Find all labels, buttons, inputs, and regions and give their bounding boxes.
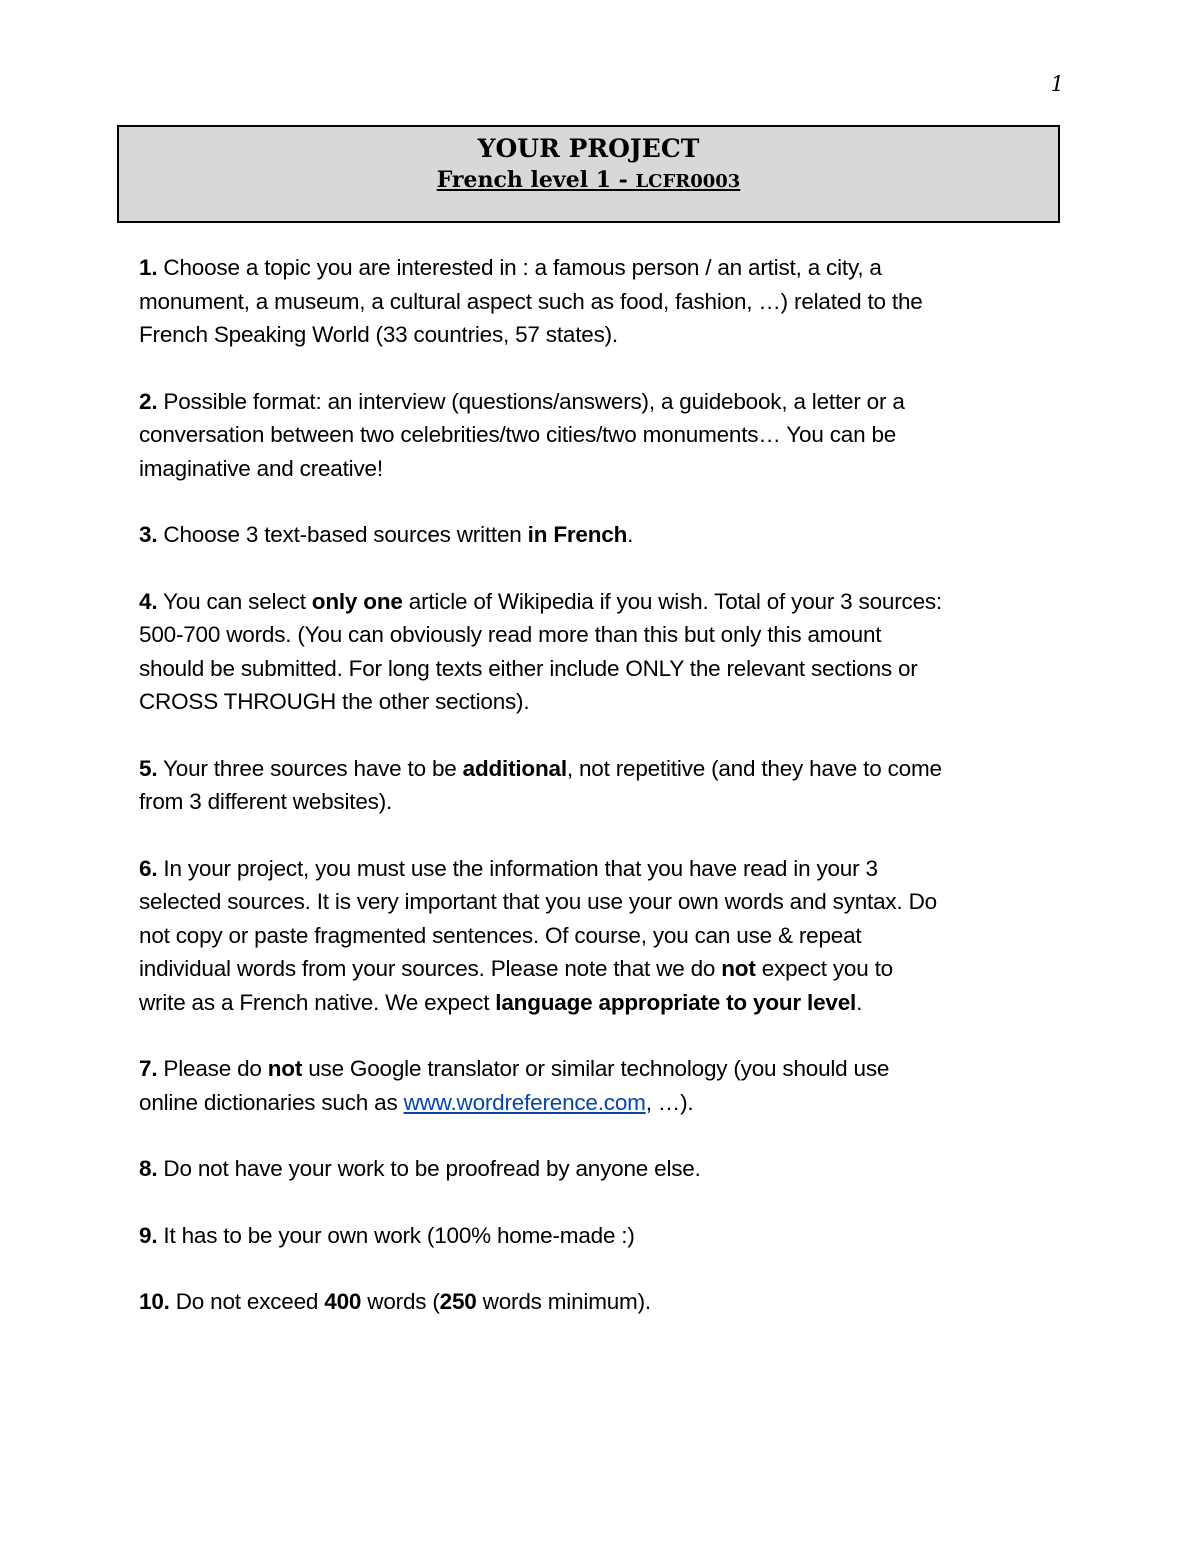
item-text: .: [627, 522, 634, 547]
wordreference-link[interactable]: www.wordreference.com: [403, 1089, 646, 1115]
item-number: 8.: [139, 1156, 158, 1181]
course-subtitle: [119, 165, 1058, 197]
instruction-item-7: [139, 1052, 1069, 1119]
item-text: not copy or paste fragmented sentences. Of course, you can use & repeat: [139, 922, 862, 948]
item-text: Do not exceed: [169, 1289, 325, 1314]
item-emphasis: 400: [324, 1289, 362, 1314]
item-text: use Google translator or similar technology (you should use: [302, 1056, 890, 1081]
item-text: Choose a topic you are interested in : a famous person / an artist, a city, a: [157, 255, 882, 280]
item-emphasis: not: [267, 1056, 303, 1081]
item-text: 500-700 words. (You can obviously read more than this but only this amount: [139, 622, 882, 647]
course-code: LCFR0003: [635, 171, 741, 192]
item-number: 2.: [139, 388, 158, 414]
item-emphasis: 250: [439, 1289, 477, 1314]
item-number: 4.: [139, 588, 158, 614]
item-text: from 3 different websites).: [139, 789, 393, 814]
item-text: , …).: [645, 1089, 694, 1115]
instruction-item-4: [139, 585, 1069, 719]
item-text: French Speaking World (33 countries, 57 states).: [139, 322, 618, 347]
instruction-list: [139, 251, 1069, 1352]
item-text: , not repetitive (and they have to come: [566, 755, 942, 781]
item-text: should be submitted. For long texts either include ONLY the relevant sections or: [139, 655, 918, 681]
item-text: .: [856, 989, 863, 1015]
page-title: YOUR PROJECT: [477, 134, 700, 163]
item-text: Possible format: an interview (questions/answers), a guidebook, a letter or a: [157, 388, 905, 414]
item-text: selected sources. It is very important that you use your own words and syntax. Do: [139, 889, 937, 914]
item-text: In your project, you must use the information that you have read in your 3: [157, 855, 878, 881]
item-text: Please do: [157, 1056, 268, 1081]
item-text: Do not have your work to be proofread by anyone else.: [157, 1156, 701, 1181]
item-emphasis: not: [721, 956, 756, 981]
item-text: Your three sources have to be: [157, 755, 463, 781]
instruction-item-2: [139, 385, 1069, 486]
page-number: 1: [1050, 72, 1064, 96]
instruction-item-10: [139, 1285, 1069, 1319]
item-number: 7.: [139, 1056, 158, 1081]
item-text: You can select: [157, 588, 312, 614]
item-text: individual words from your sources. Please note that we do: [139, 956, 722, 981]
item-text: online dictionaries such as: [139, 1089, 404, 1115]
item-text: words minimum).: [476, 1289, 651, 1314]
item-number: 3.: [139, 522, 158, 547]
item-number: 6.: [139, 855, 158, 881]
item-text: imaginative and creative!: [139, 455, 383, 481]
item-number: 5.: [139, 755, 158, 781]
item-emphasis: language appropriate to your level: [495, 989, 857, 1015]
instruction-item-6: [139, 852, 1069, 1020]
title-box: [117, 125, 1060, 223]
item-text: monument, a museum, a cultural aspect such as food, fashion, …) related to the: [139, 288, 923, 314]
instruction-item-9: [139, 1219, 1069, 1253]
item-text: conversation between two celebrities/two cities/two monuments… You can be: [139, 422, 897, 447]
item-emphasis: only one: [311, 588, 403, 614]
item-text: It has to be your own work (100% home-made :): [157, 1222, 635, 1248]
item-number: 10.: [139, 1289, 170, 1314]
course-name: French level 1 -: [436, 167, 636, 193]
item-text: article of Wikipedia if you wish. Total of your 3 sources:: [402, 588, 942, 614]
instruction-item-3: [139, 518, 1069, 552]
item-emphasis: in French: [527, 522, 628, 547]
instruction-item-5: [139, 752, 1069, 819]
instruction-item-8: [139, 1152, 1069, 1186]
instruction-item-1: [139, 251, 1069, 352]
item-text: CROSS THROUGH the other sections).: [139, 689, 530, 714]
item-text: Choose 3 text-based sources written: [157, 522, 528, 547]
item-text: expect you to: [755, 956, 893, 981]
item-text: write as a French native. We expect: [139, 989, 496, 1015]
item-number: 9.: [139, 1222, 158, 1248]
item-emphasis: additional: [462, 755, 567, 781]
item-number: 1.: [139, 255, 158, 280]
item-text: words (: [361, 1289, 440, 1314]
